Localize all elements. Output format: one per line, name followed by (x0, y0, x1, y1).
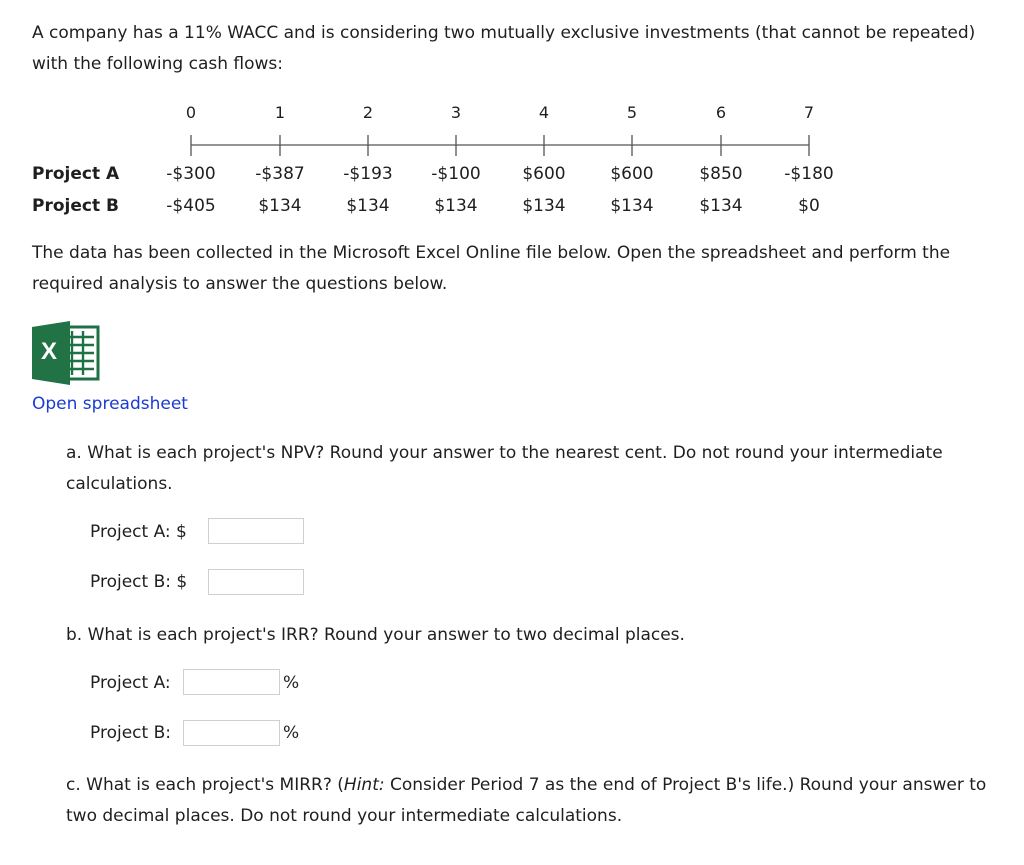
period-label: 1 (274, 103, 286, 122)
intro-text: A company has a 11% WACC and is considering two mutually exclusive investments (that cannot be repeated) with the following cash flows: (32, 23, 976, 74)
question-a-label-project-b: Project B: $ (90, 572, 188, 592)
project-b-cashflow: $134 (434, 196, 478, 216)
project-b-cashflow: $134 (258, 196, 302, 216)
project-a-cashflow: -$300 (166, 164, 216, 184)
project-b-label: Project B (32, 196, 119, 216)
period-label: 5 (626, 103, 638, 122)
question-b-label-project-a: Project A: (90, 673, 171, 693)
question-c-hint: Hint: (343, 775, 385, 795)
irr-project-a-unit: % (283, 673, 300, 693)
question-c-text (66, 770, 1006, 832)
project-b-cashflow: $134 (699, 196, 743, 216)
question-b-label-project-b: Project B: (90, 723, 171, 743)
question-a-label-project-a: Project A: $ (90, 522, 187, 542)
npv-project-b-input[interactable] (208, 569, 304, 595)
project-a-cashflow: $600 (522, 164, 566, 184)
question-c-prefix: c. What is each project's MIRR? ( (66, 775, 344, 795)
period-label: 0 (185, 103, 197, 122)
question-c-suffix: Consider Period 7 as the end of Project B's life.) Round your answer to two decimal places. Do not round your intermediate calculations. (66, 775, 987, 826)
question-b-text: b. What is each project's IRR? Round your answer to two decimal places. (66, 625, 685, 645)
data-note: The data has been collected in the Microsoft Excel Online file below. Open the spreadsheet and perform the required analysis to answer the questions below. (32, 243, 951, 294)
project-a-cashflow: -$387 (255, 164, 305, 184)
open-spreadsheet-link[interactable]: Open spreadsheet (32, 394, 188, 414)
project-a-cashflow: -$180 (784, 164, 834, 184)
period-label: 7 (803, 103, 815, 122)
project-a-cashflow: -$193 (343, 164, 393, 184)
irr-project-b-unit: % (283, 723, 300, 743)
excel-icon-letter: X (41, 338, 58, 365)
project-b-cashflow: -$405 (166, 196, 216, 216)
project-a-label: Project A (32, 164, 120, 184)
project-b-cashflow: $134 (522, 196, 566, 216)
question-a-text: a. What is each project's NPV? Round your answer to the nearest cent. Do not round your intermediate calculations. (66, 443, 943, 494)
excel-icon[interactable] (32, 321, 100, 385)
project-b-cashflow: $0 (798, 196, 820, 216)
irr-project-b-input[interactable] (183, 720, 280, 746)
period-label: 2 (362, 103, 374, 122)
project-a-cashflow: -$100 (431, 164, 481, 184)
npv-project-a-input[interactable] (208, 518, 304, 544)
period-label: 6 (715, 103, 727, 122)
project-b-cashflow: $134 (346, 196, 390, 216)
cash-flow-timeline (0, 0, 1024, 230)
project-a-cashflow: $600 (610, 164, 654, 184)
irr-project-a-input[interactable] (183, 669, 280, 695)
period-label: 3 (450, 103, 462, 122)
project-a-cashflow: $850 (699, 164, 743, 184)
period-label: 4 (538, 103, 550, 122)
project-b-cashflow: $134 (610, 196, 654, 216)
